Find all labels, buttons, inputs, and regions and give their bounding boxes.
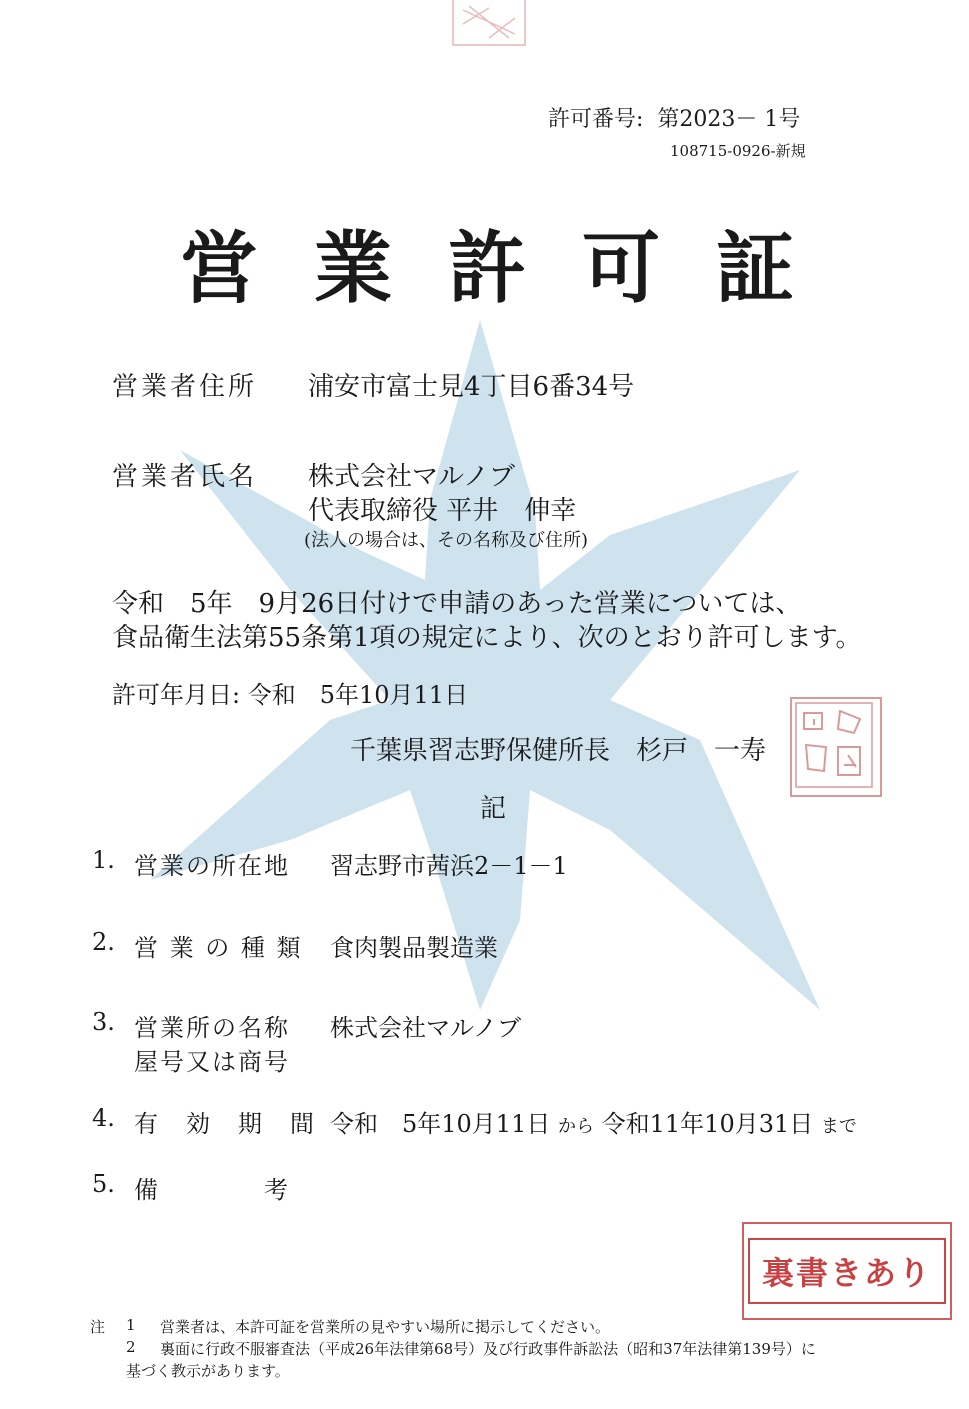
item-4-label: 有 効 期 間 — [134, 1110, 316, 1138]
operator-address-label: 営業者住所 — [112, 372, 258, 402]
validity-connector: から — [558, 1116, 594, 1137]
operator-name-note: (法人の場合は、その名称及び住所) — [304, 530, 589, 551]
permit-number-value: 第2023－ 1号 — [657, 107, 801, 132]
official-seal-icon — [792, 699, 876, 791]
statement-line-2: 食品衛生法第55条第1項の規定により、次のとおり許可します。 — [112, 623, 862, 653]
document-title: 営業許可証 — [180, 223, 851, 314]
item-2-label: 営 業 の 種 類 — [134, 934, 303, 962]
validity-suffix: まで — [820, 1116, 857, 1137]
operator-name-label: 営業者氏名 — [112, 462, 258, 492]
prefecture-emblem-watermark — [140, 320, 820, 1010]
footnote-2-text-cont: 基づく教示があります。 — [126, 1362, 290, 1380]
item-3-label-2: 屋号又は商号 — [134, 1048, 290, 1076]
item-5-label: 備 考 — [134, 1176, 290, 1204]
official-seal — [790, 697, 882, 797]
item-3-label: 営業所の名称 — [134, 1014, 290, 1042]
seal-pattern-icon — [459, 4, 519, 40]
item-4-value — [330, 1104, 857, 1139]
statement-line-1: 令和 5年 9月26日付けで申請のあった営業については、 — [112, 589, 802, 619]
reverse-endorsement-text: 裏書きあり — [748, 1238, 946, 1304]
operator-address-value: 浦安市富士見4丁目6番34号 — [308, 372, 635, 402]
reverse-endorsement-stamp — [742, 1222, 952, 1320]
footnote-1-text: 営業者は、本許可証を営業所の見やすい場所に掲示してください。 — [160, 1318, 611, 1336]
item-2-value: 食肉製品製造業 — [330, 934, 498, 962]
permit-sub-code: 108715-0926-新規 — [670, 142, 806, 160]
item-3-number: 3. — [92, 1008, 115, 1036]
item-5-number: 5. — [92, 1170, 115, 1198]
validity-start: 令和 5年10月11日 — [330, 1110, 551, 1138]
footnote-2-number: 2 — [126, 1338, 136, 1356]
footnote-2-text: 裏面に行政不服審査法（平成26年法律第68号）及び行政事件訴訟法（昭和37年法律第139号）に — [160, 1340, 816, 1358]
item-1-label: 営業の所在地 — [134, 852, 290, 880]
operator-company-name: 株式会社マルノブ — [308, 462, 515, 492]
validity-end: 令和11年10月31日 — [601, 1110, 814, 1138]
issuer-name: 千葉県習志野保健所長 杉戸 一寿 — [350, 736, 767, 766]
permit-date-value: 令和 5年10月11日 — [247, 681, 469, 709]
item-1-value: 習志野市茜浜2－1－1 — [330, 852, 568, 880]
footnote-1-number: 1 — [126, 1316, 136, 1334]
permit-number-line — [548, 102, 800, 133]
operator-representative: 代表取締役 平井 伸幸 — [308, 496, 577, 526]
permit-date — [112, 675, 468, 710]
footnote-prefix: 注 — [90, 1318, 106, 1336]
item-2-number: 2. — [92, 928, 115, 956]
top-seal-mark — [452, 0, 526, 46]
item-1-number: 1. — [92, 846, 115, 874]
item-4-number: 4. — [92, 1104, 115, 1132]
item-3-value: 株式会社マルノブ — [330, 1014, 522, 1042]
permit-date-label: 許可年月日: — [112, 681, 241, 709]
ki-heading: 記 — [480, 794, 507, 824]
permit-number-label: 許可番号: — [548, 107, 644, 132]
